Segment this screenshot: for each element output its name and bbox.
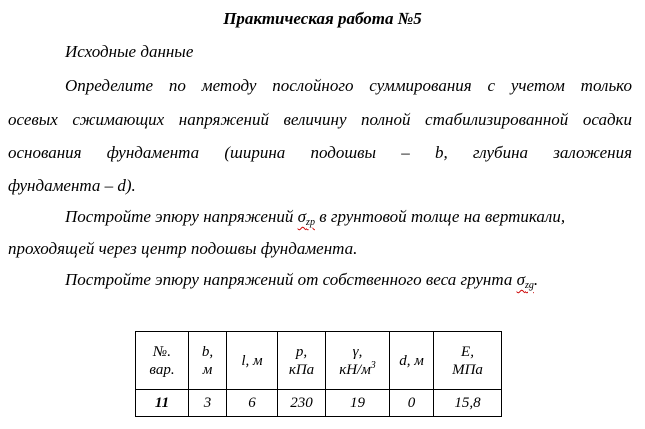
cell-variant: 11	[136, 390, 189, 417]
header-gamma	[326, 332, 390, 390]
header-gamma-line1: γ,	[352, 343, 363, 360]
paragraph2-text-after: в грунтовой толще на вертикали,	[314, 207, 566, 226]
sigma-zp-symbol	[298, 207, 315, 226]
cell-p: 230	[278, 390, 326, 417]
document-title: Практическая работа №5	[223, 9, 422, 28]
header-l: l, м	[227, 332, 278, 390]
cell-E: 15,8	[434, 390, 502, 417]
cell-d: 0	[390, 390, 434, 417]
header-gamma-superscript: 3	[370, 359, 376, 371]
sigma-char: σ	[516, 270, 525, 289]
header-variant	[136, 332, 189, 390]
cell-l: 6	[227, 390, 278, 417]
header-d: d, м	[390, 332, 434, 390]
paragraph1-line1: Определите по методу послойного суммирования с учетом только	[65, 76, 632, 95]
paragraph1-line3: основания фундамента (ширина подошвы – b, глубина заложения	[8, 143, 632, 162]
parameters-table	[135, 331, 502, 417]
header-variant-line2: вар.	[149, 361, 175, 378]
header-b-line1: b,	[201, 343, 214, 360]
paragraph3-text-before: Постройте эпюру напряжений от собственного веса грунта	[65, 270, 517, 289]
header-E-line2: МПа	[452, 361, 483, 378]
header-E-line1: E,	[461, 343, 474, 360]
sigma-zg-subscript: zg	[524, 280, 534, 291]
header-p-line2: кПа	[288, 361, 315, 378]
header-E	[434, 332, 502, 390]
sigma-char: σ	[297, 207, 307, 226]
header-b	[189, 332, 227, 390]
paragraph3-line	[65, 270, 538, 293]
paragraph2-line1	[65, 207, 632, 230]
section-heading: Исходные данные	[65, 42, 194, 61]
paragraph1-line2: осевых сжимающих напряжений величину полной стабилизированной осадки	[8, 110, 632, 129]
table-header-row	[136, 332, 502, 390]
paragraph1-line4: фундамента – d).	[8, 176, 136, 195]
header-p-line1: p,	[295, 343, 308, 360]
cell-gamma: 19	[326, 390, 390, 417]
header-b-line2: м	[202, 361, 213, 378]
table-row	[136, 390, 502, 417]
sigma-zp-subscript: zp	[306, 217, 315, 228]
header-gamma-line2: кН/м	[339, 361, 371, 378]
sigma-zg-symbol	[517, 270, 534, 289]
paragraph3-text-after: .	[533, 270, 539, 289]
paragraph2-line2: проходящей через центр подошвы фундамента.	[8, 239, 358, 258]
paragraph2-text-before: Постройте эпюру напряжений	[65, 207, 298, 226]
cell-b: 3	[189, 390, 227, 417]
header-variant-line1: №.	[153, 343, 171, 360]
header-p	[278, 332, 326, 390]
